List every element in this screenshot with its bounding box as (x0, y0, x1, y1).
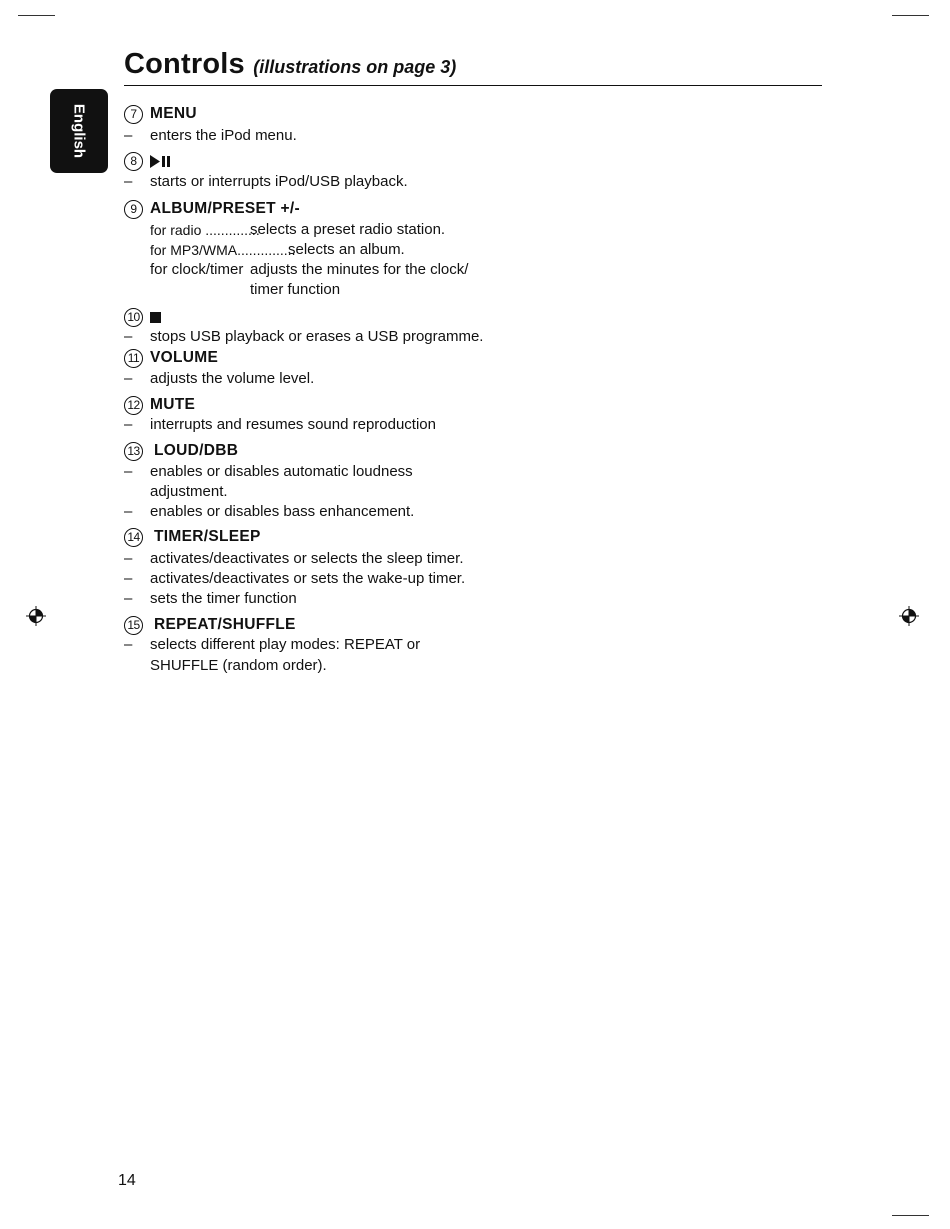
item-number: 11 (124, 349, 143, 368)
item-description: enables or disables automatic loudness (150, 463, 413, 480)
registration-mark-icon (899, 606, 919, 626)
item-heading: VOLUME (150, 349, 219, 366)
dash: – (124, 503, 133, 520)
item-heading: LOUD/DBB (154, 442, 239, 459)
item-description: selects different play modes: REPEAT or (150, 636, 421, 653)
item-heading: MUTE (150, 396, 196, 413)
item-description: SHUFFLE (random order). (150, 657, 327, 674)
crop-mark (892, 15, 929, 16)
table-desc: selects an album. (288, 241, 405, 258)
table-desc: timer function (250, 281, 341, 298)
item-number: 15 (124, 616, 143, 635)
item-number: 12 (124, 396, 143, 415)
item-heading: TIMER/SLEEP (154, 528, 261, 545)
dash: – (124, 127, 133, 144)
dash: – (124, 370, 133, 387)
dash: – (124, 416, 133, 433)
language-label: English (70, 103, 88, 159)
table-label: for MP3/WMA............... (150, 242, 296, 258)
crop-mark (18, 15, 55, 16)
item-description: sets the timer function (150, 590, 297, 607)
dash: – (124, 328, 133, 345)
title-subtitle: (illustrations on page 3) (253, 57, 457, 77)
item-description: activates/deactivates or selects the sleep timer. (150, 550, 464, 567)
item-heading: ALBUM/PRESET +/- (150, 200, 300, 217)
item-description: enables or disables bass enhancement. (150, 503, 415, 520)
stop-icon (150, 312, 161, 323)
language-tab (50, 89, 108, 173)
crop-mark (892, 1215, 929, 1216)
table-desc: selects a preset radio station. (250, 221, 446, 238)
table-label: for clock/timer (150, 261, 244, 278)
item-description: interrupts and resumes sound reproduction (150, 416, 436, 433)
item-description: stops USB playback or erases a USB programme. (150, 328, 484, 345)
dash: – (124, 173, 133, 190)
item-number: 14 (124, 528, 143, 547)
item-heading: MENU (150, 105, 197, 122)
item-number: 8 (124, 152, 143, 171)
page-number: 14 (118, 1172, 136, 1189)
item-heading: REPEAT/SHUFFLE (154, 616, 296, 633)
item-description: adjustment. (150, 483, 228, 500)
dash: – (124, 550, 133, 567)
dash: – (124, 590, 133, 607)
item-description: activates/deactivates or sets the wake-up timer. (150, 570, 466, 587)
dash: – (124, 636, 133, 653)
item-number: 9 (124, 200, 143, 219)
title-text: Controls (124, 48, 245, 80)
table-desc: adjusts the minutes for the clock/ (250, 261, 469, 278)
item-number: 13 (124, 442, 143, 461)
play-pause-icon (150, 155, 172, 168)
dash: – (124, 463, 133, 480)
item-number: 7 (124, 105, 143, 124)
item-description: enters the iPod menu. (150, 127, 297, 144)
item-description: adjusts the volume level. (150, 370, 315, 387)
table-label: for radio .............. (150, 222, 260, 238)
page-title (124, 48, 822, 86)
item-description: starts or interrupts iPod/USB playback. (150, 173, 408, 190)
item-number: 10 (124, 308, 143, 327)
registration-mark-icon (26, 606, 46, 626)
dash: – (124, 570, 133, 587)
